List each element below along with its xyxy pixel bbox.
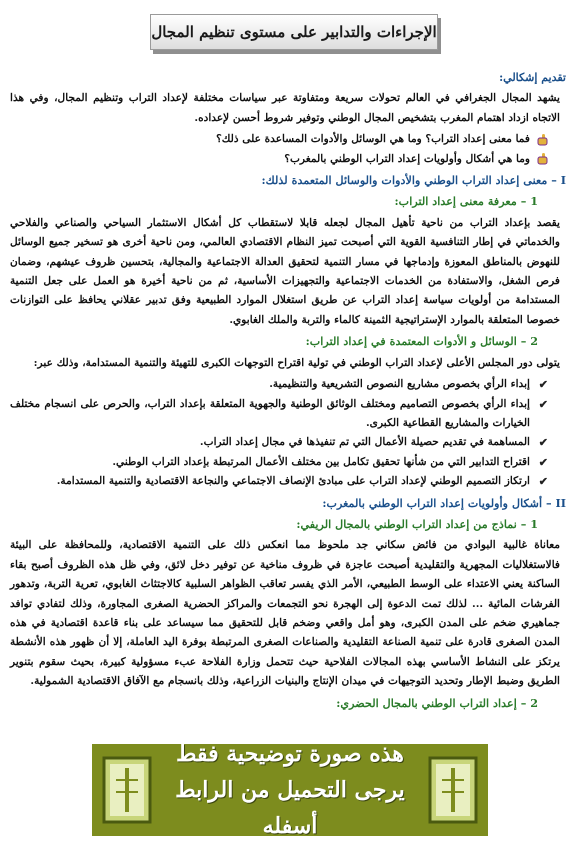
question-text: وما هي أشكال وأولويات إعداد التراب الوطني بالمغرب؟ — [284, 152, 530, 165]
subsection-paragraph: يتولى دور المجلس الأعلى لإعداد التراب الوطني في تولية اقتراح التوجهات الكبرى للتهيئة والتنمية المستدامة، وذلك عبر: — [33, 356, 560, 369]
hand-pointer-icon — [536, 152, 550, 166]
section-heading: I – معنى إعداد التراب الوطني والأدوات والوسائل المتعمدة لذلك: — [261, 173, 566, 188]
subsection-heading: 1 – نماذج من إعداد التراب الوطني بالمجال الريفي: — [296, 516, 538, 531]
page-title: الإجراءات والتدابير على مستوى تنظيم المجال — [150, 14, 438, 50]
intro-heading: تقديم إشكالي: — [499, 71, 566, 84]
list-item: ✔ إبداء الرأي بخصوص التصاميم ومختلف الوثائق الوطنية والجهوية المتعلقة بإعداد التراب، والحرص على انسجام مختلف الخيارات والمشاريع القطاعية الكبرى. — [10, 395, 548, 434]
watermark-line-2: يرجى التحميل من الرابط أسفله — [175, 777, 405, 839]
list-item: ✔ اقتراح التدابير التي من شأنها تحقيق تكامل بين مختلف الأعمال المرتبطة بإعداد التراب الوطني. — [10, 453, 548, 472]
book-icon — [92, 744, 162, 836]
watermark-line-1: هذه صورة توضيحية فقط — [176, 741, 404, 767]
question-item — [10, 130, 566, 149]
subsection-paragraph: يقصد بإعداد التراب من ناحية تأهيل المجال لجعله قابلا لاستقطاب كل أشكال الاستثمار السياحي والصناعي والفلاحي والخدماتي في إطار التنافسية القوية التي أصبحت تميز النظام الاقتصادي العالمي، ومن ناحية أخرى هو تسخير جميع الوسائل للنهوض بالمناطق المعوزة وإدماجها في مسار التنمية لتحقيق العدالة الاجتماعية والمجالية، بتحسين ظروف عيشهم، وضمان فرص الشغل، والاستفادة من الخدمات الاجتماعية والتجهيزات الأساسية، ثم من ناحية أخيرة هو العمل على جعل التنمية المستدامة من أولويات سياسة إعداد التراب عن طريق استغلال الموارد الطبيعية وفق تدبير عقلاني يحافظ على التوازنات خصوصا المتعلقة بالموارد الإستراتيجية الثمينة كالماء والتربة والملك الغابوي. — [10, 216, 560, 326]
list-item: ✔ إبداء الرأي بخصوص مشاريع النصوص التشريعية والتنظيمية. — [10, 375, 548, 394]
hand-pointer-icon — [536, 133, 550, 147]
subsection-heading: 1 – معرفة معنى إعداد التراب: — [394, 194, 538, 209]
section-heading: II – أشكال وأولويات إعداد التراب الوطني بالمغرب: — [322, 495, 566, 510]
list-item: ✔ المساهمة في تقديم حصيلة الأعمال التي تم تنفيذها في مجال إعداد التراب. — [10, 433, 548, 452]
checklist — [10, 375, 566, 491]
watermark-text — [162, 736, 418, 844]
book-icon — [418, 744, 488, 836]
intro-paragraph: يشهد المجال الجغرافي في العالم تحولات سريعة ومتفاوتة عبر سياسات مختلفة لإعداد التراب وتنظيم المجال، وفي هذا الاتجاه ازداد اهتمام المغرب بتشخيص المجال الوطني وتوفير شروط أحسن لإعداده. — [10, 92, 560, 124]
subsection-heading: 2 – الوسائل و الأدوات المعتمدة في إعداد التراب: — [305, 334, 538, 349]
list-item: ✔ ارتكاز التصميم الوطني لإعداد التراب على مبادئ الإنصاف الاجتماعي والنجاعة الاقتصادية والتنمية المستدامة. — [10, 472, 548, 491]
question-item — [10, 150, 566, 169]
preview-watermark-banner — [92, 741, 488, 839]
subsection-heading: 2 – إعداد التراب الوطني بالمجال الحضري: — [336, 695, 538, 710]
subsection-paragraph: معاناة غالبية البوادي من فائض سكاني جد ملحوظ مما انعكس ذلك على التنمية الاقتصادية، وللمحافظة على البيئة فالاستغلاليات المجهرية والتقليدية أصبحت عاجزة في ظروف مناخية عن توفير دخل لائق، وفي ظل هذه الظروف أصبح بقاء الساكنة يعني الاعتداء على الوسط الطبيعي، الأمر الذي يفسر تعاقب الظواهر السلبية كالاجتثاث الغابوي، تعرية التربة، وتدهور الفرشات المائية ... لذلك تمت الدعوة إلى الهجرة نحو التجمعات والمراكز الحضرية الصغرى المجاورة، وذلك لتفادي توافد جماهيري ضخم على المدن الكبرى، وهو أمل واقعي وضخم قابل للتحقيق مما سيساعد على بناء قاعدة اقتصادية في هذه المدن الصغرى قادرة على تنمية الصناعة التقليدية والصناعات الصغرى المرتبطة بوفرة اليد العاملة، إلا أن ظهور هذه الأنشطة يرتكز على النشاط الأساسي بهذه المجالات الفلاحية حيث تتحمل وزارة الفلاحة عبء مسؤولية كبيرة، بحيث سقوم بتنوير الطريق وضبط الإطار وتحديد التوجيهات في ميدان الإنتاج والبنيات الزراعية، وذلك بانسجام مع الآفاق الاقتصادية الشمولية. — [10, 539, 560, 688]
document-body — [10, 68, 566, 715]
question-text: فما معنى إعداد التراب؟ وما هي الوسائل والأدوات المساعدة على ذلك؟ — [216, 133, 530, 146]
